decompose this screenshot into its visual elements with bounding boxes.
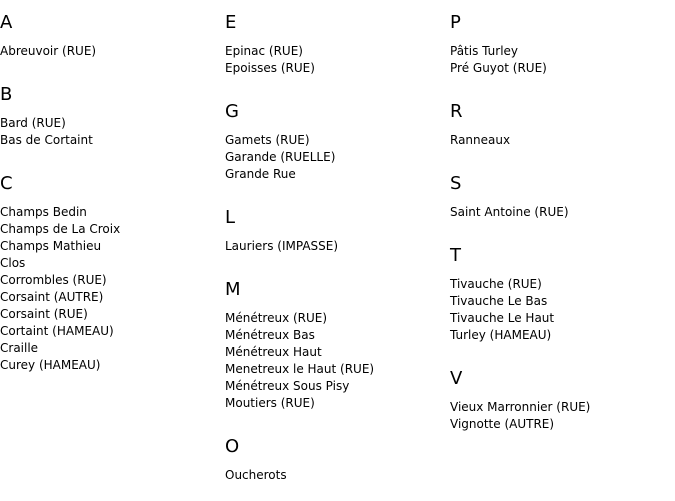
group-spacer [450,77,675,89]
group-spacer [225,412,450,424]
street-list [225,43,450,77]
letter-heading: E [225,12,237,33]
letter-heading: T [450,245,461,266]
street-link[interactable]: Oucherots [225,468,287,482]
group-spacer [225,183,450,195]
letter-group [450,12,675,77]
street-list [450,132,675,149]
street-link[interactable]: Epinac (RUE) [225,44,303,58]
group-spacer [450,344,675,356]
street-link[interactable]: Tivauche Le Haut [450,311,555,325]
street-list [0,115,225,149]
letter-group [225,207,450,255]
street-link[interactable]: Pâtis Turley [450,44,519,58]
street-list [225,238,450,255]
street-link[interactable]: Moutiers (RUE) [225,396,315,410]
street-list [450,204,675,221]
street-link[interactable]: Cortaint (HAMEAU) [0,324,114,338]
street-link[interactable]: Turley (HAMEAU) [450,328,552,342]
street-list [225,467,450,484]
street-link[interactable]: Menetreux le Haut (RUE) [225,362,375,376]
street-link[interactable]: Tivauche (RUE) [450,277,542,291]
street-link[interactable]: Ménétreux Bas [225,328,315,342]
street-link[interactable]: Lauriers (IMPASSE) [225,239,339,253]
column-2 [225,0,450,484]
street-link[interactable]: Corrombles (RUE) [0,273,107,287]
street-link[interactable]: Vignotte (AUTRE) [450,417,555,431]
letter-group [450,173,675,221]
letter-heading: B [0,84,13,105]
street-list [450,399,675,433]
letter-heading: R [450,101,463,122]
street-link[interactable]: Tivauche Le Bas [450,294,548,308]
street-link[interactable]: Pré Guyot (RUE) [450,61,547,75]
column-3 [450,0,675,433]
letter-group [0,12,225,60]
letter-heading: M [225,279,241,300]
letter-heading: V [450,368,463,389]
letter-heading: O [225,436,240,457]
street-link[interactable]: Ménétreux (RUE) [225,311,328,325]
street-link[interactable]: Champs Mathieu [0,239,102,253]
street-list [450,276,675,344]
letter-group [0,173,225,374]
street-list [0,43,225,60]
letter-group [225,12,450,77]
letter-group [225,279,450,412]
column-1 [0,0,225,374]
street-link[interactable]: Epoisses (RUE) [225,61,315,75]
street-link[interactable]: Champs de La Croix [0,222,121,236]
street-link[interactable]: Saint Antoine (RUE) [450,205,569,219]
group-spacer [450,149,675,161]
street-link[interactable]: Vieux Marronnier (RUE) [450,400,591,414]
street-link[interactable]: Ranneaux [450,133,511,147]
street-list [225,132,450,183]
street-link[interactable]: Bard (RUE) [0,116,66,130]
letter-heading: A [0,12,13,33]
street-list [450,43,675,77]
group-spacer [0,149,225,161]
street-link[interactable]: Bas de Cortaint [0,133,93,147]
letter-heading: G [225,101,239,122]
letter-group [225,101,450,183]
letter-group [450,245,675,344]
letter-group [450,368,675,433]
letter-heading: S [450,173,462,194]
street-list [225,310,450,412]
street-link[interactable]: Corsaint (RUE) [0,307,88,321]
group-spacer [0,60,225,72]
letter-group [225,436,450,484]
street-link[interactable]: Garande (RUELLE) [225,150,336,164]
street-link[interactable]: Champs Bedin [0,205,87,219]
street-link[interactable]: Craille [0,341,39,355]
street-link[interactable]: Gamets (RUE) [225,133,310,147]
letter-group [450,101,675,149]
street-link[interactable]: Ménétreux Sous Pisy [225,379,350,393]
letter-heading: C [0,173,13,194]
street-link[interactable]: Ménétreux Haut [225,345,322,359]
street-link[interactable]: Abreuvoir (RUE) [0,44,97,58]
street-link[interactable]: Curey (HAMEAU) [0,358,101,372]
street-link[interactable]: Clos [0,256,26,270]
letter-heading: L [225,207,236,228]
group-spacer [225,77,450,89]
letter-heading: P [450,12,461,33]
group-spacer [450,221,675,233]
street-link[interactable]: Grande Rue [225,167,296,181]
letter-group [0,84,225,149]
street-link[interactable]: Corsaint (AUTRE) [0,290,104,304]
street-list [0,204,225,374]
group-spacer [225,255,450,267]
